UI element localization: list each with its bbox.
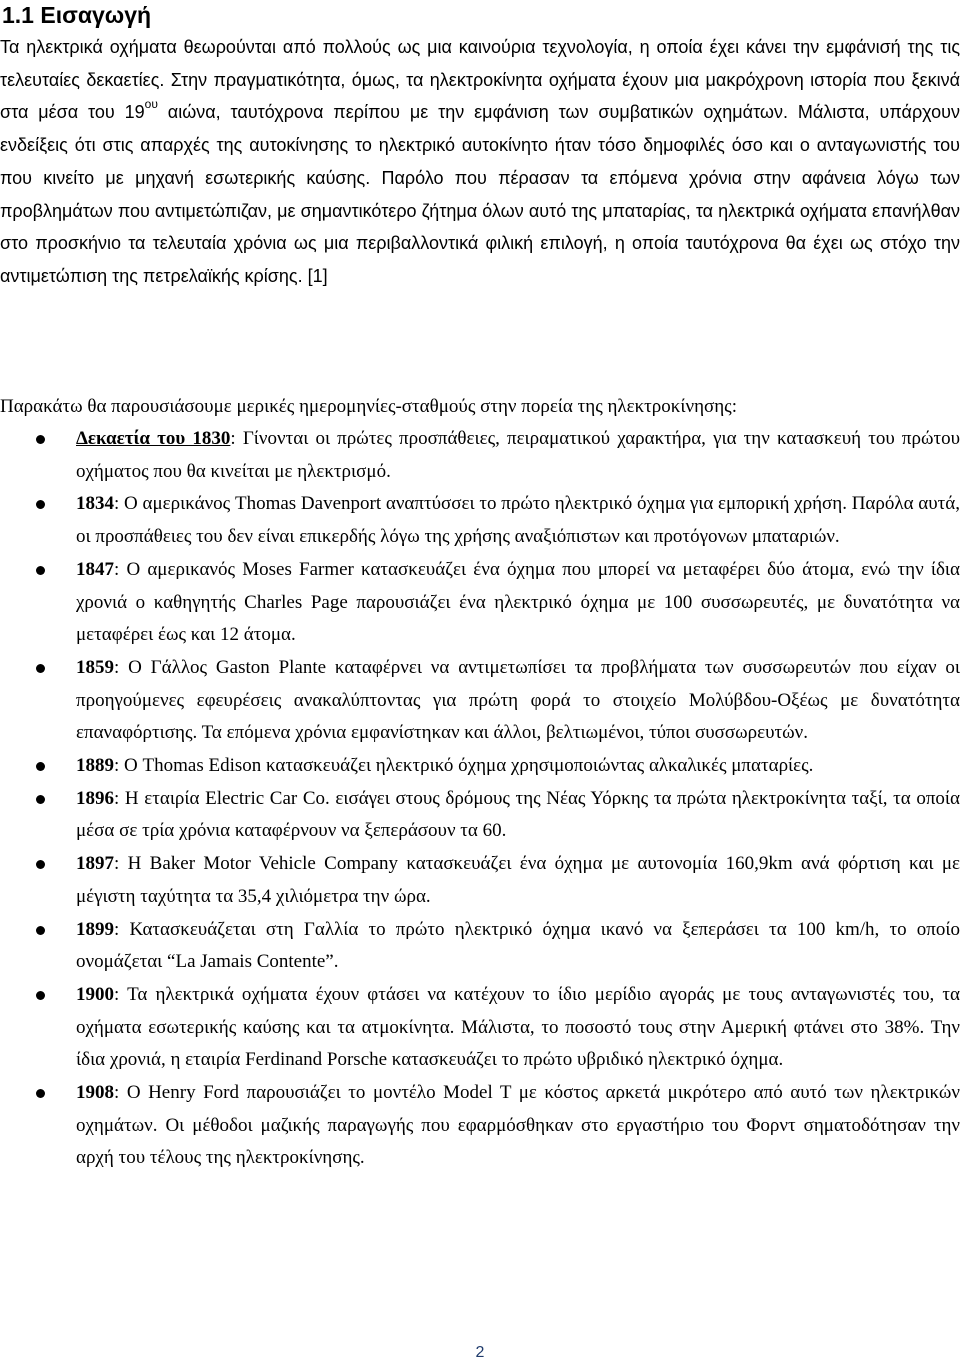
page-number: 2 — [475, 1344, 485, 1361]
timeline-text: : Ο Thomas Edison κατασκευάζει ηλεκτρικό όχημα χρησιμοποιώντας αλκαλικές μπαταρίες. — [114, 755, 814, 777]
timeline-item-1900 — [0, 979, 960, 1077]
timeline-lead-sentence: Παρακάτω θα παρουσιάσουμε μερικές ημερομηνίες-σταθμούς στην πορεία της ηλεκτροκίνησης: — [0, 396, 737, 417]
bullet-icon — [36, 1089, 45, 1098]
timeline-year: 1908 — [76, 1082, 114, 1104]
intro-text-part-1: Τα ηλεκτρικά οχήματα θεωρούνται από πολλούς ως μια καινούρια τεχνολογία, η οποία έχει κάνει την εμφάνισή της τις τελευταίες δεκαετίες. Στην πραγματικότητα, όμως, τα ηλεκτροκίνητα οχήματα έχουν μια μακρόχρονη ιστορία που ξεκινά στα μέσα του 19 — [0, 37, 960, 123]
timeline-item-1908 — [0, 1077, 960, 1175]
timeline-item-1899 — [0, 914, 960, 979]
timeline-text: : Η εταιρία Electric Car Co. εισάγει στους δρόμους της Νέας Υόρκης τα πρώτα ηλεκτροκίνητα ταξί, τα οποία μέσα σε τρία χρόνια καταφέρνουν να ξεπεράσουν τα 60. — [76, 787, 960, 842]
bullet-icon — [36, 435, 45, 444]
timeline-text: : Η Baker Motor Vehicle Company κατασκευάζει ένα όχημα με αυτονομία 160,9km ανά φόρτιση και με μέγιστη ταχύτητα τα 35,4 χιλιόμετρα την ώρα. — [76, 853, 960, 907]
timeline-item-1889 — [0, 750, 960, 783]
timeline-text: : Ο Henry Ford παρουσιάζει το μοντέλο Model T με κόστος αρκετά μικρότερο από αυτό των ηλεκτρικών οχημάτων. Οι μέθοδοι μαζικής παραγωγής που εφαρμόσθηκαν στο εργαστήριο του Φορντ σηματοδότησαν την αρχή του τέλους της ηλεκτροκίνησης. — [76, 1082, 960, 1169]
bullet-icon — [36, 991, 45, 1000]
bullet-icon — [36, 795, 45, 804]
timeline-year: 1847 — [76, 558, 114, 580]
timeline-year: 1900 — [76, 983, 114, 1005]
timeline-text: : Ο Γάλλος Gaston Plante καταφέρνει να αντιμετωπίσει τα προβλήματα των συσσωρευτών που είχαν οι προηγούμενες εφευρέσεις ανακαλύπτοντας για πρώτη φορά το στοιχείο Μολύβδου-Οξέως με δυνατότητα επαναφόρτισης. Τα επόμενα χρόνια εμφανίστηκαν και άλλοι, βελτιωμένοι, τύποι συσσωρευτών. — [76, 656, 960, 744]
timeline-item-1896 — [0, 783, 960, 848]
timeline-text: : Ο αμερικάνος Thomas Davenport αναπτύσσει το πρώτο ηλεκτρικό όχημα για εμπορική χρήση. Παρόλα αυτά, οι προσπάθειες του δεν είναι επικερδής λόγω της χρήσης αναξιόπιστων και προτόγονων μπαταριών. — [76, 493, 960, 548]
timeline-year: 1889 — [76, 755, 114, 777]
bullet-icon — [36, 926, 45, 935]
timeline-item-1830s — [0, 423, 960, 488]
bullet-icon — [36, 500, 45, 509]
timeline-text: : Γίνονται οι πρώτες προσπάθειες, πειραματικού χαρακτήρα, για την κατασκευή του πρώτου οχήματος που θα κινείται με ηλεκτρισμό. — [76, 428, 960, 482]
timeline-text: : Ο αμερικανός Moses Farmer κατασκευάζει ένα όχημα που μπορεί να μεταφέρει δύο άτομα, ενώ την ίδια χρονιά ο καθηγητής Charles Page παρουσιάζει ένα ηλεκτρικό όχημα με 100 συσσωρευτές, με δυνατότητα να μεταφέρει έως και 12 άτομα. — [76, 558, 960, 646]
timeline-year: 1899 — [76, 918, 114, 940]
timeline-item-1859 — [0, 652, 960, 750]
timeline-year: 1859 — [76, 656, 114, 678]
bullet-icon — [36, 664, 45, 673]
intro-text-part-2: αιώνα, ταυτόχρονα περίπου με την εμφάνιση των συμβατικών οχημάτων. Μάλιστα, υπάρχουν ενδείξεις ότι στις απαρχές της αυτοκίνησης το ηλεκτρικό αυτοκίνητο ήταν τόσο δημοφιλές όσο και ο ανταγωνιστής του που κινείτο με μηχανή εσωτερικής καύσης. Παρόλο που πέρασαν τα επόμενα χρόνια στην αφάνεια λόγω των προβλημάτων που αντιμετώπιζαν, με σημαντικότερο ζήτημα όλων αυτό της μπαταρίας, τα ηλεκτρικά οχήματα επανήλθαν στο προσκήνιο τα τελευταία χρόνια ως μια περιβαλλοντικά φιλική επιλογή, η οποία ταυτόχρονα θα έχει ως στόχο την αντιμετώπιση της πετρελαϊκής κρίσης. [1] — [0, 102, 960, 286]
timeline-item-1834 — [0, 488, 960, 553]
bullet-icon — [36, 566, 45, 575]
timeline-year: 1896 — [76, 787, 114, 809]
timeline-item-1847 — [0, 554, 960, 652]
bullet-icon — [36, 860, 45, 869]
timeline-item-1897 — [0, 848, 960, 913]
bullet-icon — [36, 762, 45, 771]
section-heading: 1.1 Εισαγωγή — [2, 2, 152, 28]
timeline-text: : Κατασκευάζεται στη Γαλλία το πρώτο ηλεκτρικό όχημα ικανό να ξεπεράσει τα 100 km/h, το οποίο ονομάζεται “La Jamais Contente”. — [76, 918, 960, 973]
timeline-text: : Τα ηλεκτρικά οχήματα έχουν φτάσει να κατέχουν το ίδιο μερίδιο αγοράς με τους ανταγωνιστές του, τα οχήματα εσωτερικής καύσης και τα ατμοκίνητα. Μάλιστα, το ποσοστό τους στην Αμερική φτάνει στο 38%. Την ίδια χρονιά, η εταιρία Ferdinand Porsche κατασκευάζει το πρώτο υβριδικό ηλεκτρικό όχημα. — [76, 983, 960, 1071]
timeline-year: 1834 — [76, 493, 114, 515]
timeline-list — [0, 423, 960, 1175]
intro-superscript: ου — [144, 97, 158, 112]
timeline-year: Δεκαετία του 1830 — [76, 428, 231, 449]
timeline-year: 1897 — [76, 853, 114, 875]
intro-paragraph — [0, 31, 960, 293]
